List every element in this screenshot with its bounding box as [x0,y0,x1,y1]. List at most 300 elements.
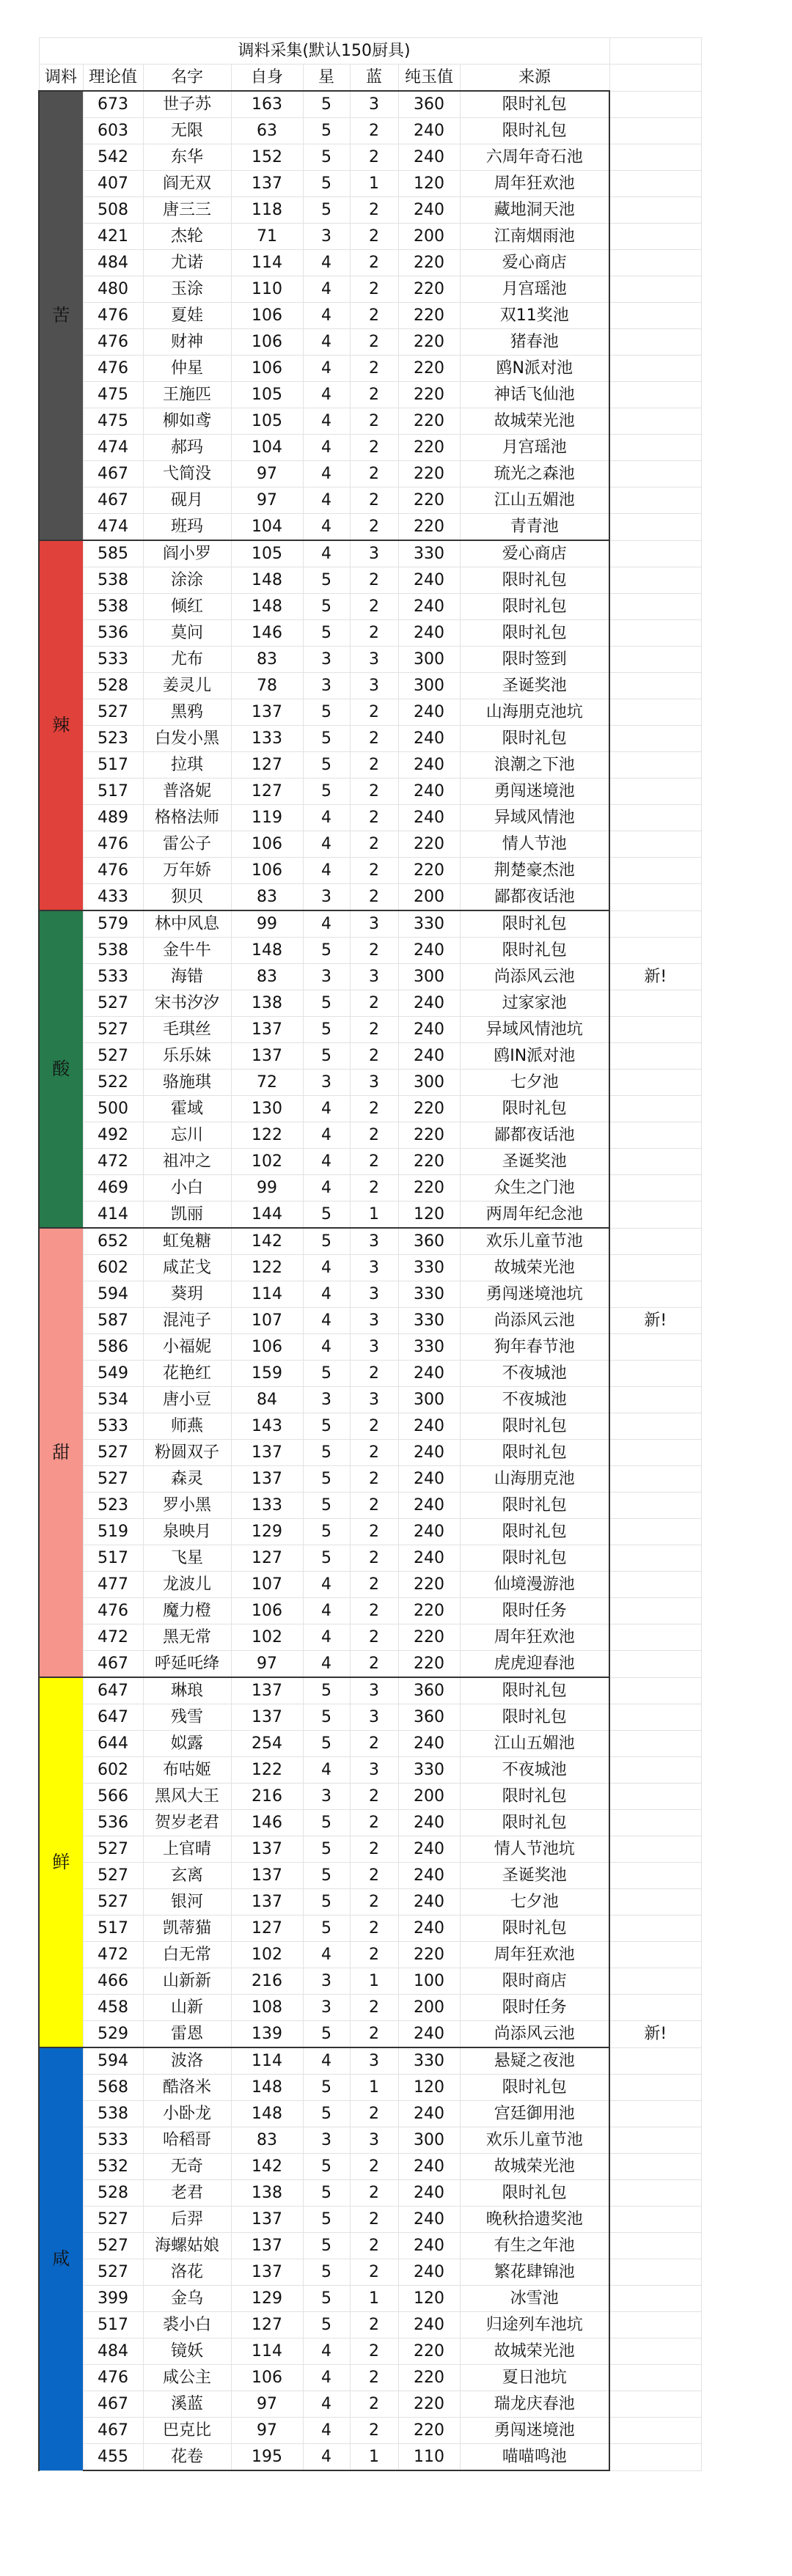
theory-value-cell: 594 [83,1281,143,1308]
table-row [39,831,701,858]
jade-value-cell: 240 [398,594,460,620]
source-cell: 六周年奇石池 [460,144,609,171]
note-cell [609,514,701,541]
table-row [39,1228,701,1255]
name-cell: 虹兔糖 [143,1228,231,1255]
star-cell: 4 [303,303,350,329]
star-cell: 3 [303,2127,350,2154]
source-cell: 限时礼包 [460,726,609,752]
note-cell [609,197,701,224]
source-cell: 狗年春节池 [460,1334,609,1361]
theory-value-cell: 466 [83,1968,143,1995]
theory-value-cell: 534 [83,1387,143,1413]
note-cell [609,2418,701,2444]
self-value-cell: 122 [231,1757,303,1784]
jade-value-cell: 240 [398,938,460,964]
blue-cell: 2 [350,1043,398,1070]
theory-value-cell: 566 [83,1784,143,1810]
theory-value-cell: 517 [83,1545,143,1572]
star-cell: 4 [303,1651,350,1678]
name-cell: 柳如鸢 [143,408,231,435]
blue-cell: 2 [350,1440,398,1466]
table-row [39,2075,701,2101]
source-cell: 限时礼包 [460,1493,609,1519]
table-row [39,2444,701,2471]
theory-value-cell: 594 [83,2047,143,2075]
table-row [39,567,701,594]
self-value-cell: 105 [231,382,303,408]
theory-value-cell: 647 [83,1704,143,1731]
self-value-cell: 146 [231,620,303,647]
star-cell: 4 [303,1942,350,1968]
name-cell: 咸公主 [143,2365,231,2391]
blue-cell: 2 [350,356,398,382]
note-cell [609,567,701,594]
blue-cell: 2 [350,884,398,911]
name-cell: 魔力橙 [143,1598,231,1624]
theory-value-cell: 538 [83,938,143,964]
name-cell: 普洛妮 [143,779,231,805]
source-cell: 青青池 [460,514,609,541]
name-cell: 金牛牛 [143,938,231,964]
theory-value-cell: 527 [83,1889,143,1916]
blue-cell: 2 [350,1466,398,1493]
table-row [39,2127,701,2154]
theory-value-cell: 538 [83,2101,143,2127]
note-cell [609,303,701,329]
source-cell: 限时礼包 [460,1413,609,1440]
jade-value-cell: 220 [398,1598,460,1624]
table-row [39,1598,701,1624]
table-row [39,752,701,779]
self-value-cell: 148 [231,567,303,594]
star-cell: 4 [303,2418,350,2444]
blue-cell: 2 [350,1149,398,1175]
theory-value-cell: 472 [83,1624,143,1651]
theory-value-cell: 399 [83,2286,143,2312]
note-cell [609,1916,701,1942]
jade-value-cell: 110 [398,2444,460,2471]
category-label: 鲜 [39,1677,83,2047]
category-label: 咸 [39,2047,83,2470]
name-cell: 巴克比 [143,2418,231,2444]
star-cell: 5 [303,118,350,144]
theory-value-cell: 476 [83,329,143,356]
theory-value-cell: 476 [83,858,143,884]
header-name: 名字 [143,65,231,92]
blue-cell: 2 [350,1413,398,1440]
name-cell: 黑风大王 [143,1784,231,1810]
note-cell [609,1519,701,1545]
note-cell [609,2101,701,2127]
blue-cell: 2 [350,1096,398,1122]
theory-value-cell: 467 [83,2418,143,2444]
blue-cell: 3 [350,1677,398,1704]
note-cell [609,1255,701,1281]
star-cell: 5 [303,620,350,647]
jade-value-cell: 220 [398,1572,460,1598]
blue-cell: 2 [350,1863,398,1889]
star-cell: 5 [303,1493,350,1519]
name-cell: 师燕 [143,1413,231,1440]
jade-value-cell: 240 [398,1863,460,1889]
table-row [39,144,701,171]
jade-value-cell: 220 [398,1651,460,1678]
note-cell [609,1201,701,1229]
name-cell: 白无常 [143,1942,231,1968]
star-cell: 5 [303,1228,350,1255]
theory-value-cell: 527 [83,1863,143,1889]
jade-value-cell: 240 [398,1836,460,1863]
source-cell: 限时礼包 [460,118,609,144]
theory-value-cell: 536 [83,620,143,647]
jade-value-cell: 360 [398,1228,460,1255]
table-row [39,224,701,250]
jade-value-cell: 330 [398,1255,460,1281]
self-value-cell: 78 [231,673,303,699]
source-cell: 晚秋拾遗奖池 [460,2207,609,2233]
theory-value-cell: 469 [83,1175,143,1201]
jade-value-cell: 240 [398,2101,460,2127]
star-cell: 5 [303,2259,350,2286]
theory-value-cell: 522 [83,1070,143,1096]
theory-value-cell: 527 [83,2259,143,2286]
source-cell: 月宫瑶池 [460,276,609,303]
star-cell: 5 [303,594,350,620]
theory-value-cell: 529 [83,2021,143,2048]
blue-cell: 2 [350,858,398,884]
table-row [39,276,701,303]
blue-cell: 1 [350,2075,398,2101]
note-cell [609,2312,701,2338]
table-row [39,1731,701,1757]
star-cell: 4 [303,1598,350,1624]
star-cell: 5 [303,1361,350,1387]
table-row [39,1942,701,1968]
blue-cell: 3 [350,1387,398,1413]
note-cell [609,1017,701,1043]
name-cell: 裘小白 [143,2312,231,2338]
self-value-cell: 137 [231,1017,303,1043]
name-cell: 尤诺 [143,250,231,276]
star-cell: 5 [303,2154,350,2180]
blue-cell: 2 [350,435,398,461]
source-cell: 鄙都夜话池 [460,1122,609,1149]
note-cell [609,594,701,620]
jade-value-cell: 220 [398,435,460,461]
name-cell: 小卧龙 [143,2101,231,2127]
theory-value-cell: 647 [83,1677,143,1704]
source-cell: 山海朋克池 [460,1466,609,1493]
note-cell [609,2338,701,2365]
note-cell [609,356,701,382]
source-cell: 勇闯迷境池 [460,779,609,805]
source-cell: 勇闯迷境池坑 [460,1281,609,1308]
star-cell: 5 [303,1440,350,1466]
table-row [39,910,701,938]
blue-cell: 3 [350,1228,398,1255]
star-cell: 4 [303,461,350,487]
blue-cell: 1 [350,2444,398,2471]
theory-value-cell: 467 [83,487,143,514]
header-blue: 蓝 [350,65,398,92]
theory-value-cell: 527 [83,1466,143,1493]
theory-value-cell: 517 [83,779,143,805]
self-value-cell: 114 [231,2047,303,2075]
note-cell [609,1440,701,1466]
self-value-cell: 137 [231,1889,303,1916]
blue-cell: 1 [350,1201,398,1229]
jade-value-cell: 200 [398,224,460,250]
blue-cell: 3 [350,647,398,673]
blue-cell: 3 [350,540,398,567]
self-value-cell: 72 [231,1070,303,1096]
theory-value-cell: 517 [83,1916,143,1942]
blue-cell: 3 [350,1704,398,1731]
theory-value-cell: 489 [83,805,143,831]
self-value-cell: 97 [231,487,303,514]
table-row [39,2101,701,2127]
source-cell: 尚添风云池 [460,1308,609,1334]
blue-cell: 3 [350,2127,398,2154]
blue-cell: 2 [350,1651,398,1678]
theory-value-cell: 527 [83,699,143,726]
note-cell [609,382,701,408]
self-value-cell: 137 [231,1043,303,1070]
category-label: 甜 [39,1228,83,1677]
self-value-cell: 104 [231,514,303,541]
source-cell: 故城荣光池 [460,1255,609,1281]
table-row [39,1175,701,1201]
self-value-cell: 146 [231,1810,303,1836]
blue-cell: 2 [350,620,398,647]
jade-value-cell: 300 [398,647,460,673]
header-theory: 理论值 [83,65,143,92]
note-cell [609,2207,701,2233]
self-value-cell: 137 [231,1677,303,1704]
jade-value-cell: 240 [398,1545,460,1572]
source-cell: 限时任务 [460,1995,609,2021]
jade-value-cell: 220 [398,487,460,514]
self-value-cell: 71 [231,224,303,250]
table-row [39,1889,701,1916]
theory-value-cell: 586 [83,1334,143,1361]
blue-cell: 2 [350,197,398,224]
table-row [39,673,701,699]
table-row [39,514,701,541]
self-value-cell: 97 [231,1651,303,1678]
theory-value-cell: 474 [83,435,143,461]
name-cell: 上官晴 [143,1836,231,1863]
self-value-cell: 142 [231,1228,303,1255]
table-row [39,699,701,726]
name-cell: 姒露 [143,1731,231,1757]
blue-cell: 2 [350,752,398,779]
self-value-cell: 129 [231,2286,303,2312]
blue-cell: 2 [350,487,398,514]
source-cell: 月宫瑶池 [460,435,609,461]
self-value-cell: 130 [231,1096,303,1122]
name-cell: 小福妮 [143,1334,231,1361]
jade-value-cell: 240 [398,1440,460,1466]
blue-cell: 3 [350,1281,398,1308]
source-cell: 故城荣光池 [460,408,609,435]
self-value-cell: 142 [231,2154,303,2180]
source-cell: 限时礼包 [460,567,609,594]
jade-value-cell: 240 [398,752,460,779]
source-cell: 周年狂欢池 [460,171,609,197]
theory-value-cell: 407 [83,171,143,197]
table-row [39,1624,701,1651]
self-value-cell: 105 [231,408,303,435]
star-cell: 5 [303,2286,350,2312]
note-cell [609,1863,701,1889]
name-cell: 尤布 [143,647,231,673]
source-cell: 限时礼包 [460,91,609,118]
note-cell [609,1122,701,1149]
note-cell [609,2154,701,2180]
table-row [39,461,701,487]
note-cell [609,1228,701,1255]
jade-value-cell: 220 [398,250,460,276]
jade-value-cell: 330 [398,1308,460,1334]
star-cell: 5 [303,1677,350,1704]
note-cell [609,2180,701,2207]
blue-cell: 1 [350,171,398,197]
self-value-cell: 137 [231,1704,303,1731]
star-cell: 4 [303,329,350,356]
blue-cell: 3 [350,1757,398,1784]
theory-value-cell: 467 [83,461,143,487]
name-cell: 黑无常 [143,1624,231,1651]
title-row [39,38,701,65]
source-cell: 繁花肆锦池 [460,2259,609,2286]
note-cell [609,1043,701,1070]
theory-value-cell: 475 [83,382,143,408]
star-cell: 3 [303,673,350,699]
jade-value-cell: 240 [398,118,460,144]
name-cell: 海错 [143,964,231,990]
name-cell: 琳琅 [143,1677,231,1704]
source-cell: 尚添风云池 [460,964,609,990]
jade-value-cell: 220 [398,1175,460,1201]
name-cell: 狈贝 [143,884,231,911]
jade-value-cell: 220 [398,1624,460,1651]
blue-cell: 2 [350,329,398,356]
name-cell: 龙波儿 [143,1572,231,1598]
source-cell: 七夕池 [460,1070,609,1096]
table-row [39,408,701,435]
blue-cell: 2 [350,1995,398,2021]
table-row [39,382,701,408]
source-cell: 浪潮之下池 [460,752,609,779]
note-cell [609,2047,701,2075]
table-row [39,1836,701,1863]
name-cell: 波洛 [143,2047,231,2075]
self-value-cell: 129 [231,1519,303,1545]
blue-cell: 2 [350,1175,398,1201]
table-row [39,1651,701,1678]
blue-cell: 2 [350,1017,398,1043]
star-cell: 3 [303,1070,350,1096]
star-cell: 5 [303,1545,350,1572]
blue-cell: 2 [350,2259,398,2286]
source-cell: 两周年纪念池 [460,1201,609,1229]
name-cell: 森灵 [143,1466,231,1493]
theory-value-cell: 533 [83,1413,143,1440]
note-cell [609,1810,701,1836]
source-cell: 周年狂欢池 [460,1624,609,1651]
source-cell: 夏日池坑 [460,2365,609,2391]
source-cell: 周年狂欢池 [460,1942,609,1968]
note-cell [609,938,701,964]
source-cell: 众生之门池 [460,1175,609,1201]
name-cell: 砚月 [143,487,231,514]
source-cell: 异域风情池 [460,805,609,831]
source-cell: 限时礼包 [460,938,609,964]
note-cell [609,884,701,911]
table-row [39,2312,701,2338]
name-cell: 布咕姬 [143,1757,231,1784]
source-cell: 江南烟雨池 [460,224,609,250]
star-cell: 5 [303,2207,350,2233]
name-cell: 酷洛米 [143,2075,231,2101]
blue-cell: 2 [350,1889,398,1916]
self-value-cell: 97 [231,2418,303,2444]
blue-cell: 2 [350,1916,398,1942]
jade-value-cell: 240 [398,2233,460,2259]
theory-value-cell: 533 [83,647,143,673]
blue-cell: 2 [350,1545,398,1572]
note-cell [609,487,701,514]
source-cell: 悬疑之夜池 [460,2047,609,2075]
table-row [39,1916,701,1942]
name-cell: 雷恩 [143,2021,231,2048]
self-value-cell: 137 [231,2207,303,2233]
self-value-cell: 254 [231,1731,303,1757]
jade-value-cell: 240 [398,1731,460,1757]
name-cell: 忘川 [143,1122,231,1149]
star-cell: 4 [303,1281,350,1308]
source-cell: 限时礼包 [460,1440,609,1466]
jade-value-cell: 220 [398,2365,460,2391]
table-row [39,2180,701,2207]
self-value-cell: 137 [231,2233,303,2259]
table-row [39,1201,701,1229]
note-cell [609,1968,701,1995]
name-cell: 弋简没 [143,461,231,487]
jade-value-cell: 240 [398,2259,460,2286]
source-cell: 限时礼包 [460,1096,609,1122]
table-row [39,1255,701,1281]
self-value-cell: 144 [231,1201,303,1229]
theory-value-cell: 433 [83,884,143,911]
table-row [39,1677,701,1704]
star-cell: 4 [303,1255,350,1281]
header-jade: 纯玉值 [398,65,460,92]
star-cell: 5 [303,1413,350,1440]
self-value-cell: 99 [231,1175,303,1201]
note-cell [609,726,701,752]
self-value-cell: 84 [231,1387,303,1413]
theory-value-cell: 603 [83,118,143,144]
source-cell: 圣诞奖池 [460,673,609,699]
source-cell: 荆楚豪杰池 [460,858,609,884]
theory-value-cell: 542 [83,144,143,171]
note-cell [609,461,701,487]
source-cell: 限时礼包 [460,2180,609,2207]
source-cell: 不夜城池 [460,1757,609,1784]
